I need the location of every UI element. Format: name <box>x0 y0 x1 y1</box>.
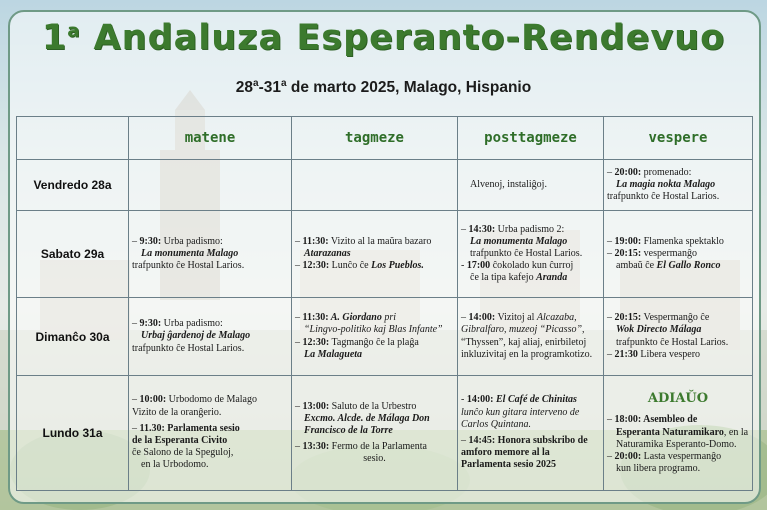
fri-tagmeze <box>292 160 458 211</box>
row-friday <box>17 160 753 211</box>
col-vespere: vespere <box>604 117 753 160</box>
corner-cell <box>17 117 129 160</box>
day-friday: Vendredo 28a <box>17 160 129 211</box>
mon-matene: – 10:00: Urbodomo de Malago Vizito de la oranĝerio. – 11.30: Parlamenta sesio de la Esperanta Civito ĉe Salono de la Speguloj, en la Urbodomo. <box>129 376 292 491</box>
day-monday: Lundo 31a <box>17 376 129 491</box>
event-dates: 28$^a$-31$^a$ de marto 2025, Malago, Hispanio <box>235 78 532 97</box>
mon-tagmeze: – 13:00: Saluto de la Urbestro Excmo. Alcde. de Málaga Don Francisco de la Torre – 13:30: Fermo de la Parlamenta sesio. <box>292 376 458 491</box>
sat-matene: – 9:30: Urba padismo: La monumenta Malago trafpunkto ĉe Hostal Larios. <box>129 211 292 298</box>
day-sunday: Dimanĉo 30a <box>17 298 129 376</box>
fri-ves-line1: – 20:00: promenado: <box>607 166 692 178</box>
fri-matene <box>129 160 292 211</box>
col-posttagmeze: posttagmeze <box>458 117 604 160</box>
col-matene: matene <box>129 117 292 160</box>
farewell-heading: ADIAŬO <box>647 390 709 406</box>
mon-posttagmeze: - 14:00: El Café de Chinitas lunĉo kun gitara interveno de Carlos Quintana. – 14:45: Honora subskribo de amforo memore al la Parlamenta sesio 2025 <box>458 376 604 491</box>
schedule-table <box>16 116 753 491</box>
sun-posttagmeze: – 14:00: Vizitoj al Alcazaba, Gibralfaro, muzeoj “Picasso”, “Thyssen”, kaj aliaj, enirbiletoj inkluzivitaj en la programkotizo. <box>458 298 604 376</box>
fri-vespere <box>604 160 753 211</box>
sun-vespere: – 20:15: Vespermanĝo ĉe Wok Directo Málaga trafpunkto ĉe Hostal Larios. – 21:30 Libera vespero <box>604 298 753 376</box>
row-saturday <box>17 211 753 298</box>
row-sunday <box>17 298 753 376</box>
sat-tagmeze: – 11:30: Vizito al la maŭra bazaro Atarazanas – 12:30: Lunĉo ĉe Los Pueblos. <box>292 211 458 298</box>
fri-ves-title: La magia nokta Malago <box>616 178 716 190</box>
sun-matene: – 9:30: Urba padismo: Urbaj ĝardenoj de Malago trafpunkto ĉe Hostal Larios. <box>129 298 292 376</box>
sun-tagmeze: – 11:30: A. Giordano pri “Lingvo-politiko kaj Blas Infante” – 12:30: Tagmanĝo ĉe la plaĝa La Malagueta <box>292 298 458 376</box>
fri-post-text: Alvenoj, instaliĝoj. <box>470 178 547 190</box>
row-monday <box>17 376 753 491</box>
sat-vespere: – 19:00: Flamenka spektaklo – 20:15: vespermanĝo ambaŭ ĉe El Gallo Ronco <box>604 211 753 298</box>
header-row <box>17 117 753 160</box>
sat-posttagmeze: – 14:30: Urba padismo 2: La monumenta Malago trafpunkto ĉe Hostal Larios. - 17:00 ĉokolado kun ĉurroj ĉe la tipa kafejo Aranda <box>458 211 604 298</box>
col-tagmeze: tagmeze <box>292 117 458 160</box>
page-title: 1$^a$ Andaluza Esperanto-Rendevuo <box>41 18 726 58</box>
fri-ves-meet: trafpunkto ĉe Hostal Larios. <box>607 191 720 203</box>
day-saturday: Sabato 29a <box>17 211 129 298</box>
fri-posttagmeze <box>458 160 604 211</box>
mon-vespere: ADIAŬO – 18:00: Asembleo de Esperanta Naturamikaro, en la Naturamika Esperanto-Domo. – 20:00: Lasta vespermanĝo kun libera programo. <box>604 376 753 491</box>
